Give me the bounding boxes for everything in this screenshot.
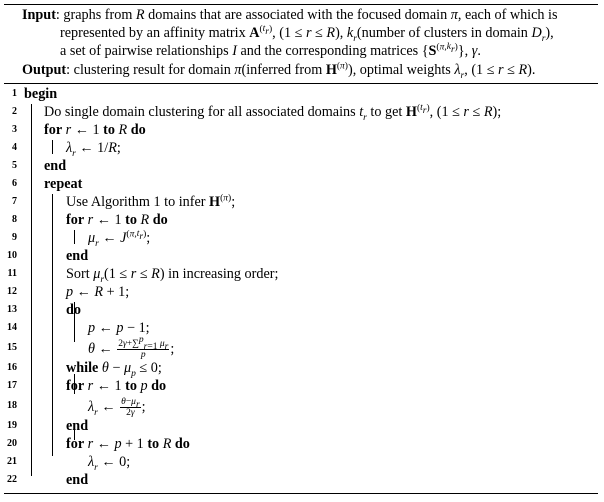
code: $\lambda_r$ ← $\frac{\theta-\mu_r}{2\gamma}$ ; — [88, 397, 146, 418]
line-number: 17 — [7, 380, 17, 391]
output-label: Output — [22, 62, 67, 78]
code: $\lambda_r$ ← 0; — [88, 454, 131, 473]
line-number: 5 — [12, 160, 17, 171]
code: Do single domain clustering for all associated domains $t_r$ to get $H^{(t_r)}$, (1 ≤ r ≤ R); — [44, 103, 502, 123]
line-number: 14 — [7, 322, 17, 333]
end-keyword: end — [44, 158, 67, 174]
line-number: 16 — [7, 362, 17, 373]
line-number: 11 — [7, 268, 17, 279]
end-keyword: end — [66, 248, 89, 264]
do-keyword: do — [66, 302, 81, 318]
line-number: 21 — [7, 456, 17, 467]
input-line-1: Input: graphs from R domains that are associated with the focused domain π, each of which is — [22, 7, 558, 23]
begin-keyword: begin — [24, 86, 58, 102]
code: for r ← 1 to R do — [66, 212, 168, 228]
line-number: 4 — [12, 142, 17, 153]
input-line-3: a set of pairwise relationships I and the corresponding matrices $\{S^{(\pi,k_r)}\}$, γ. — [60, 42, 481, 59]
code: Sort $\mu_r(1 \le r \le R)$ in increasing order; — [66, 266, 279, 285]
end-keyword: end — [66, 418, 89, 434]
line-number: 20 — [7, 438, 17, 449]
repeat-block-bar — [52, 194, 53, 456]
line-number: 2 — [12, 106, 17, 117]
code: while $\theta - \mu_p \le 0$; — [66, 360, 162, 379]
line-number: 7 — [12, 196, 17, 207]
line-number: 3 — [12, 124, 17, 135]
end-keyword: end — [66, 472, 89, 488]
line-number: 15 — [7, 342, 17, 353]
line-number: 12 — [7, 286, 17, 297]
line-number: 22 — [7, 474, 17, 485]
top-rule — [4, 4, 598, 5]
code: $\mu_r$ ← $J^{(\pi,t_r)}$; — [88, 229, 151, 249]
begin-block-bar — [31, 104, 32, 476]
line-number: 18 — [7, 400, 17, 411]
for-block-bar-2 — [74, 230, 75, 244]
code: $\lambda_r$ ← 1/R; — [66, 140, 121, 159]
line-number: 9 — [12, 232, 17, 243]
repeat-keyword: repeat — [44, 176, 83, 192]
code: Use Algorithm 1 to infer $H^{(\pi)}$; — [66, 193, 236, 210]
middle-rule — [4, 83, 598, 84]
code: θ ← $\frac{2\gamma+\sum^p_{r=1} \mu_r}{p}$ ; — [88, 334, 175, 360]
line-number: 10 — [7, 250, 17, 261]
output-line: Output: clustering result for domain π(inferred from $H^{(\pi)}$), optimal weights $\lambda_r$, (1 ≤ r ≤ R). — [22, 61, 536, 81]
code: p ← R + 1; — [66, 284, 130, 300]
line-number: 8 — [12, 214, 17, 225]
input-label: Input — [22, 7, 56, 23]
line-number: 13 — [7, 304, 17, 315]
line-number: 6 — [12, 178, 17, 189]
code: for r ← 1 to R do — [44, 122, 146, 138]
line-number: 1 — [12, 88, 17, 99]
code: p ← p − 1; — [88, 320, 150, 336]
bottom-rule — [4, 493, 598, 494]
code: for r ← p + 1 to R do — [66, 436, 190, 452]
input-line-2: represented by an affinity matrix $A^{(t_r)}$, (1 ≤ r ≤ R), $k_r(number$ of clusters in domain $D_r$), — [60, 24, 554, 44]
line-number: 19 — [7, 420, 17, 431]
for-block-bar-1 — [52, 140, 53, 154]
code: for r ← 1 to p do — [66, 378, 167, 394]
